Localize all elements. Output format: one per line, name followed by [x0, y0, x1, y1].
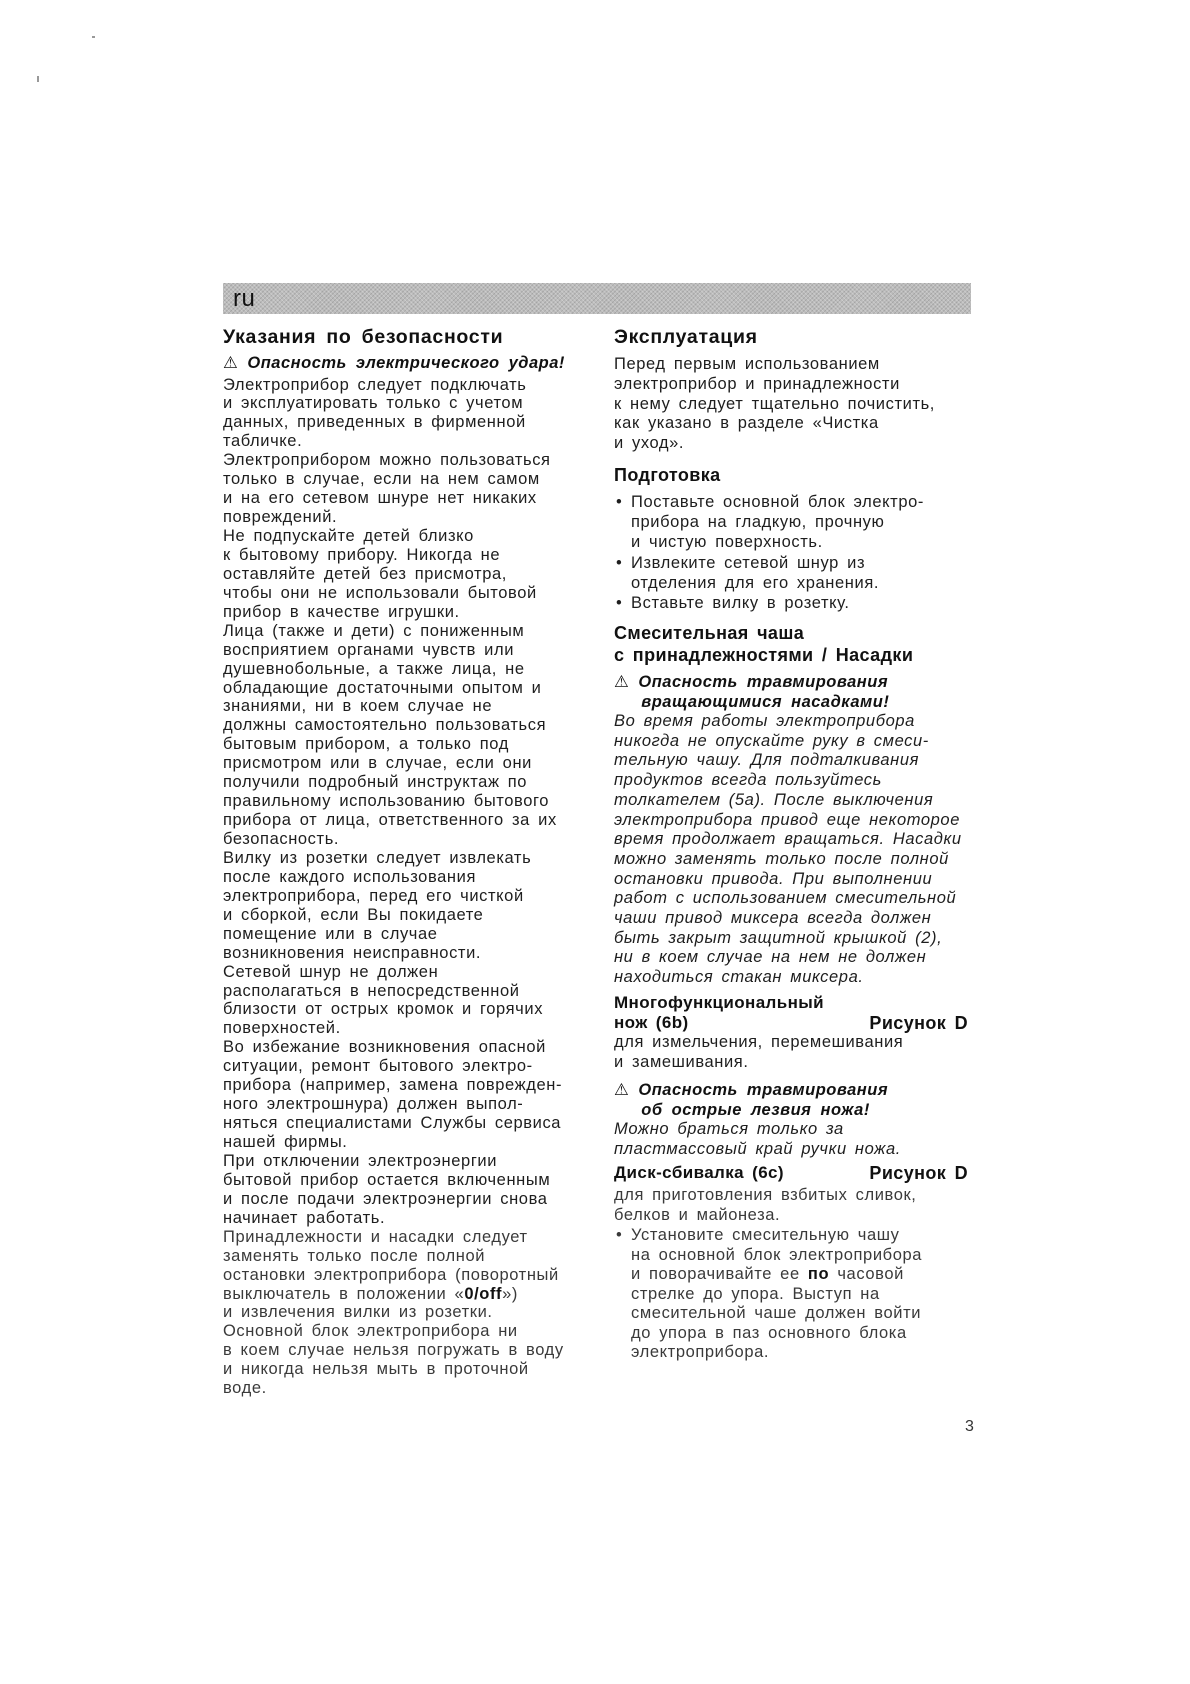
figure-reference: Рисунок D [869, 1013, 968, 1033]
warning-triangle-icon: ⚠ [614, 1081, 639, 1099]
disc-list [614, 1226, 922, 1363]
accessories-text: Принадлежности и насадки следует заменять только после полной остановки электроприбора (поворотный [223, 1227, 559, 1284]
list-item-text: Установите смесительную чашу на основной блок электроприбора и поворачивайте ее [631, 1226, 923, 1283]
accessories-text: ») [502, 1284, 519, 1303]
electric-warning-text: Опасность электрического удара! [247, 354, 565, 372]
rotating-warning [614, 672, 889, 712]
off-position-label: 0/off [464, 1284, 503, 1303]
warning-triangle-icon: ⚠ [614, 673, 639, 691]
list-item: • Вставьте вилку в розетку. [614, 593, 924, 613]
safety-paragraph: Сетевой шнур не должен располагаться в непосредственной близости от острых кромок и горячих поверхностей. [223, 962, 544, 1038]
accessories-text: и извлечения вилки из розетки. [223, 1303, 493, 1322]
safety-paragraph: Вилку из розетки следует извлекать после каждого использования электроприбора, перед его чисткой и сборкой, если Вы покидаете помещение или в случае возникновения неисправности. [223, 848, 532, 962]
disc-title: Диск-сбивалка (6с) [614, 1163, 784, 1182]
figure-reference: Рисунок D [869, 1163, 968, 1183]
safety-paragraph: Электроприбором можно пользоваться только в случае, если на нем самом и на его сетевом шнуре нет никаких повреждений. [223, 451, 551, 527]
blade-warning [614, 1080, 888, 1120]
blade-warning-text: Опасность травмирования об острые лезвия ножа! [638, 1081, 889, 1119]
disc-text: для приготовления взбитых сливок, белков и майонеза. [614, 1186, 917, 1224]
scan-speck [37, 76, 39, 82]
list-item: • Поставьте основной блок электро- прибора на гладкую, прочную и чистую поверхность. [614, 492, 924, 553]
list-item-text: часовой стрелке до упора. Выступ на смесительной чаше должен войти до упора в паз основного блока электроприбора. [631, 1265, 922, 1361]
preparation-title: Подготовка [614, 465, 721, 485]
warning-triangle-icon: ⚠ [223, 354, 248, 372]
scan-speck [92, 36, 95, 38]
knife-heading [614, 993, 968, 1033]
disc-heading [614, 1163, 968, 1183]
operation-text: Перед первым использованием электроприбор и принадлежности к нему следует тщательно почистить, как указано в разделе «Чистка и уход». [614, 355, 935, 453]
electric-warning [223, 354, 565, 373]
knife-title: Многофункциональный [614, 993, 825, 1012]
safety-paragraph: Электроприбор следует подключать и эксплуатировать только с учетом данных, приведенных в фирменной табличке. [223, 375, 527, 451]
safety-paragraph: Во избежание возникновения опасной ситуации, ремонт бытового электро- прибора (например, замена поврежден- ного электрошнура) должен выпол- няться специалистами Службы сервиса нашей фирмы. [223, 1038, 563, 1151]
language-header-bar [223, 283, 971, 314]
language-code: ru [233, 285, 256, 312]
page-number: 3 [965, 1418, 974, 1435]
safety-paragraph: Не подпускайте детей близко к бытовому прибору. Никогда не оставляйте детей без присмотра, чтобы они не использовали бытовой прибор в качестве игрушки. [223, 527, 537, 621]
safety-paragraph: Основной блок электроприбора ни в коем случае нельзя погружать в воду и никогда нельзя мыть в проточной воде. [223, 1322, 564, 1398]
safety-body [223, 376, 564, 1399]
list-item [614, 1226, 922, 1363]
safety-title: Указания по безопасности [223, 326, 504, 348]
blade-warning-body: Можно браться только за пластмассовый край ручки ножа. [614, 1120, 901, 1158]
accessories-paragraph [223, 1228, 564, 1323]
safety-paragraph: Лица (также и дети) с пониженным восприятием органами чувств или душевнобольные, а также лица, не обладающие достаточными опытом и знаниями, ни в коем случае не должны самостоятельно пользоваться бытовым прибором, а только под присмотром или в случае, если они получили подробный инструктаж по правильному использованию бытового прибора от лица, ответственного за их безопасность. [223, 621, 557, 848]
operation-title: Эксплуатация [614, 326, 758, 348]
accessories-text: выключатель в положении « [223, 1284, 465, 1303]
rotating-warning-text: Опасность травмирования вращающимися насадками! [638, 673, 890, 711]
list-item-emphasis: по [807, 1265, 830, 1283]
safety-paragraph: При отключении электроэнергии бытовой прибор остается включенным и после подачи электроэнергии снова начинает работать. [223, 1151, 551, 1227]
knife-title: нож (6b) [614, 1013, 689, 1032]
preparation-list [614, 492, 924, 613]
list-item: • Извлеките сетевой шнур из отделения для его хранения. [614, 553, 924, 593]
bowl-title: Смесительная чаша с принадлежностями / Насадки [614, 623, 914, 665]
knife-text: для измельчения, перемешивания и замешивания. [614, 1033, 904, 1071]
bowl-text: Во время работы электроприбора никогда не опускайте руку в смеси- тельную чашу. Для подталкивания продуктов всегда пользуйтесь толкателем (5а). После выключения электроприбора привод еще некоторое время продолжает вращаться. Насадки можно заменять только после полной остановки привода. При выполнении работ с использованием смесительной чаши привод миксера всегда должен быть закрыт защитной крышкой (2), ни в коем случае на нем не должен находиться стакан миксера. [614, 712, 962, 987]
